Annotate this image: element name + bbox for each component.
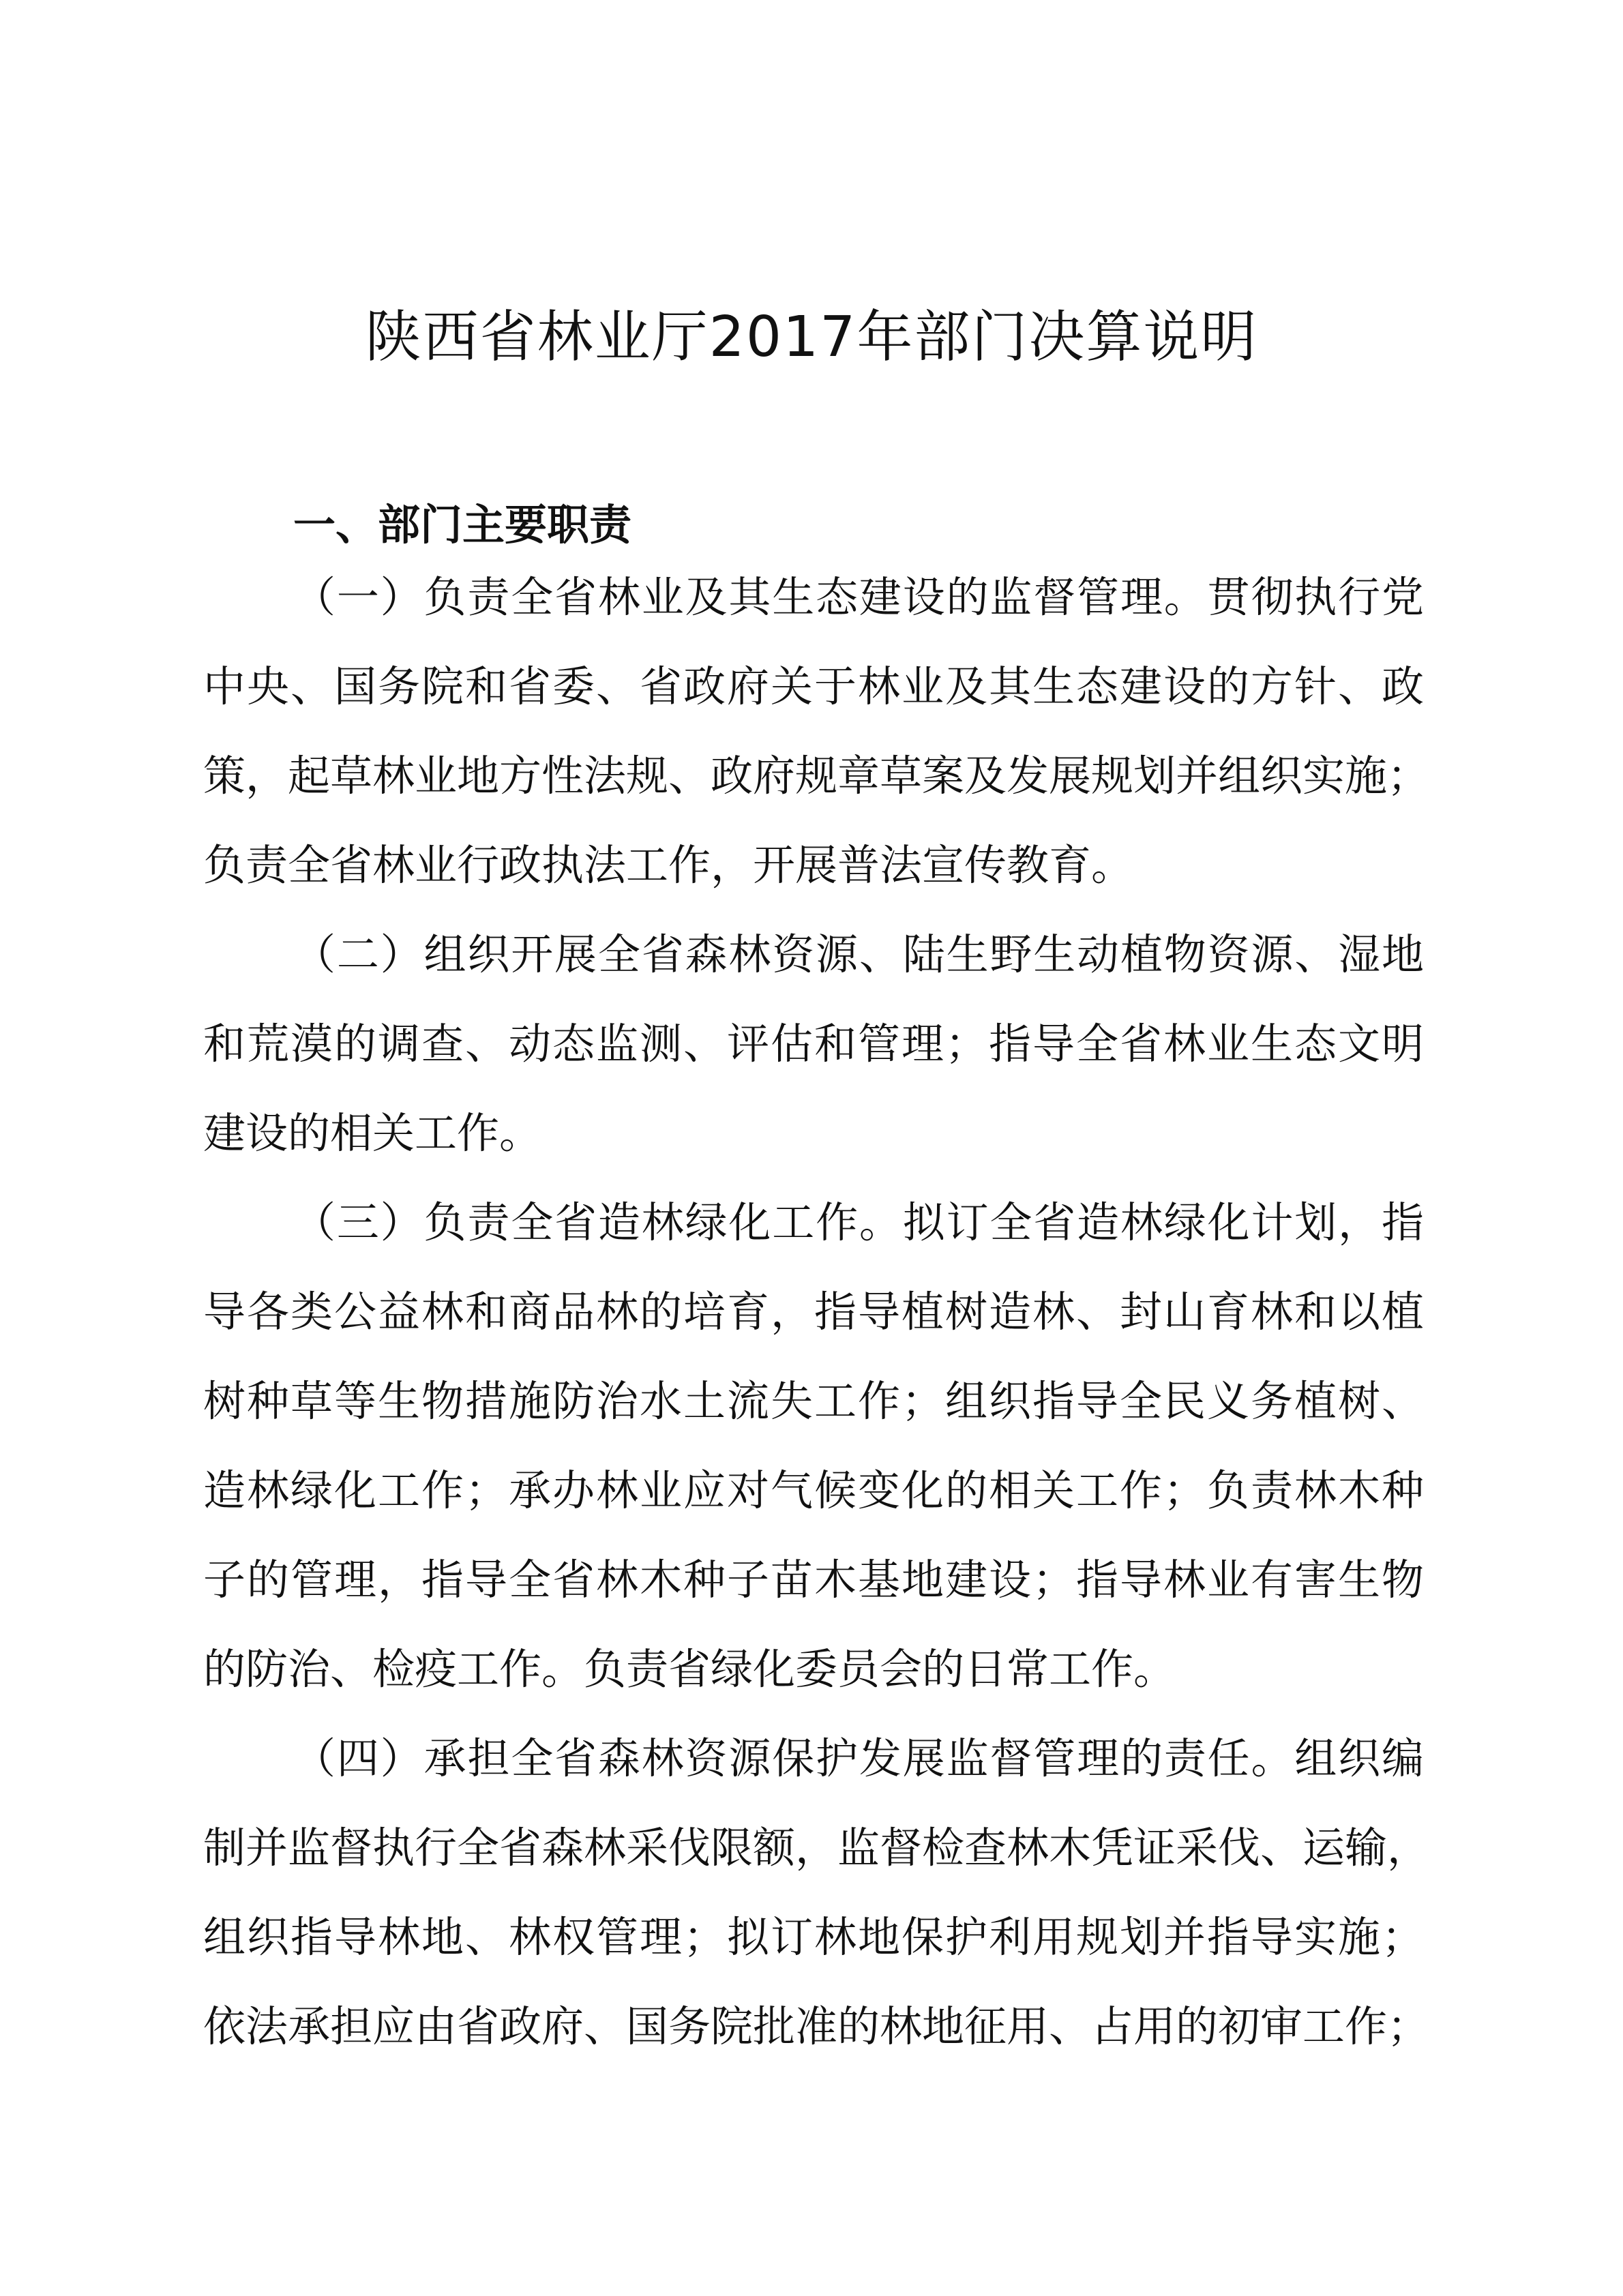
paragraph-line: 策，起草林业地方性法规、政府规章草案及发展规划并组织实施；	[203, 751, 1430, 801]
paragraph-line: （一）负责全省林业及其生态建设的监督管理。贯彻执行党	[293, 572, 1424, 622]
paragraph-line: 建设的相关工作。	[203, 1108, 542, 1158]
paragraph-line: 中央、国务院和省委、省政府关于林业及其生态建设的方针、政	[203, 661, 1424, 711]
paragraph-line: 子的管理，指导全省林木种子苗木基地建设；指导林业有害生物	[203, 1555, 1424, 1605]
paragraph-line: （二）组织开展全省森林资源、陆生野生动植物资源、湿地	[293, 929, 1424, 979]
paragraph-line: （三）负责全省造林绿化工作。拟订全省造林绿化计划，指	[293, 1197, 1424, 1247]
document-title: 陕西省林业厅2017年部门决算说明	[365, 305, 1258, 370]
paragraph-line: 的防治、检疫工作。负责省绿化委员会的日常工作。	[203, 1644, 1176, 1694]
paragraph-line: （四）承担全省森林资源保护发展监督管理的责任。组织编	[293, 1733, 1424, 1783]
paragraph-line: 依法承担应由省政府、国务院批准的林地征用、占用的初审工作；	[203, 2001, 1430, 2051]
paragraph-line: 和荒漠的调查、动态监测、评估和管理；指导全省林业生态文明	[203, 1019, 1424, 1069]
paragraph-line: 造林绿化工作；承办林业应对气候变化的相关工作；负责林木种	[203, 1465, 1424, 1515]
paragraph-line: 负责全省林业行政执法工作，开展普法宣传教育。	[203, 840, 1134, 890]
section-heading: 一、部门主要职责	[293, 500, 632, 550]
paragraph-line: 制并监督执行全省森林采伐限额，监督检查林木凭证采伐、运输，	[203, 1823, 1430, 1873]
paragraph-line: 导各类公益林和商品林的培育，指导植树造林、封山育林和以植	[203, 1287, 1424, 1337]
paragraph-line: 组织指导林地、林权管理；拟订林地保护利用规划并指导实施；	[203, 1912, 1424, 1962]
paragraph-line: 树种草等生物措施防治水土流失工作；组织指导全民义务植树、	[203, 1376, 1424, 1426]
